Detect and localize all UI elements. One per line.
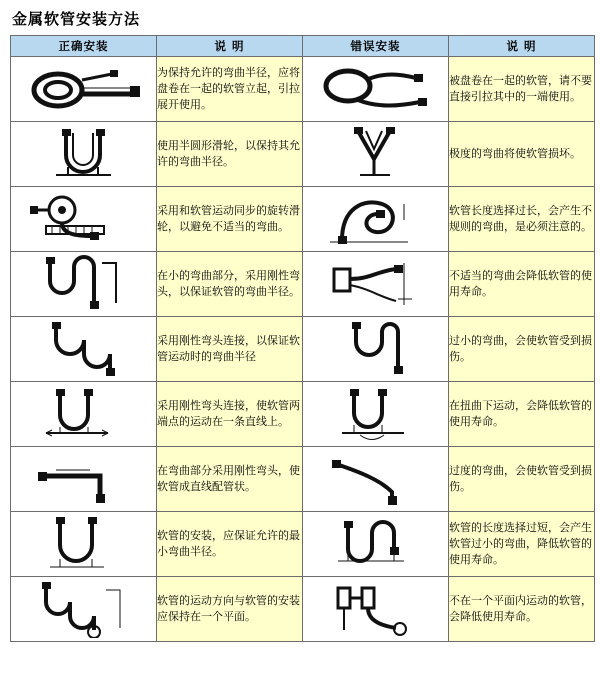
- correct-figure-cell: [11, 512, 157, 577]
- same-plane-motion-icon: [16, 580, 151, 638]
- table-row: [11, 577, 595, 642]
- rotating-sheave-chain-icon: [16, 190, 151, 248]
- correct-figure-cell: [11, 187, 157, 252]
- wrong-desc-cell: 被盘卷在一起的软管，请不要直接引拉其中的一端使用。: [449, 57, 595, 122]
- correct-desc-cell: 在小的弯曲部分，采用刚性弯头，以保证软管的弯曲半径。: [157, 252, 303, 317]
- correct-figure-cell: [11, 317, 157, 382]
- out-of-plane-motion-icon: [308, 580, 443, 638]
- hose-installation-table: [10, 35, 595, 642]
- semicircle-sheave-icon: [16, 125, 151, 183]
- table-row: [11, 122, 595, 187]
- correct-figure-cell: [11, 122, 157, 187]
- wrong-desc-cell: 软管的长度选择过短，会产生软管过小的弯曲，降低软管的使用寿命。: [449, 512, 595, 577]
- table-row: [11, 57, 595, 122]
- rigid-elbow-small-bend-icon: [16, 255, 151, 313]
- header-wrong-desc: 说 明: [449, 36, 595, 57]
- coiled-hose-pulled-icon: [308, 60, 443, 118]
- table-row: [11, 317, 595, 382]
- straight-pipe-elbow-icon: [16, 450, 151, 508]
- min-bend-radius-u-icon: [16, 515, 151, 573]
- header-correct-desc: 说 明: [157, 36, 303, 57]
- correct-desc-cell: 为保持允许的弯曲半径，应将盘卷在一起的软管立起，引拉展开使用。: [157, 57, 303, 122]
- wrong-desc-cell: 软管长度选择过长，会产生不规则的弯曲，是必须注意的。: [449, 187, 595, 252]
- twisted-u-hose-icon: [308, 385, 443, 443]
- page-title: 金属软管安装方法: [12, 10, 141, 28]
- too-long-hose-bracket-icon: [308, 515, 443, 573]
- header-correct-install: 正确安装: [11, 36, 157, 57]
- table-row: [11, 252, 595, 317]
- correct-desc-cell: 采用和软管运动同步的旋转滑轮，以避免不适当的弯曲。: [157, 187, 303, 252]
- wrong-figure-cell: [303, 577, 449, 642]
- wrong-figure-cell: [303, 512, 449, 577]
- coiled-hose-flat-icon: [16, 60, 151, 118]
- rigid-elbow-u-bend-icon: [16, 320, 151, 378]
- improper-bend-clamp-icon: [308, 255, 443, 313]
- long-hose-loop-icon: [308, 190, 443, 248]
- correct-figure-cell: [11, 382, 157, 447]
- correct-figure-cell: [11, 447, 157, 512]
- table-body: [11, 57, 595, 642]
- over-bent-pipe-icon: [308, 450, 443, 508]
- tight-u-bend-icon: [308, 320, 443, 378]
- table-header-row: [11, 36, 595, 57]
- correct-desc-cell: 采用刚性弯头连接，以保证软管运动时的弯曲半径: [157, 317, 303, 382]
- correct-desc-cell: 软管的运动方向与软管的安装应保持在一个平面。: [157, 577, 303, 642]
- wrong-figure-cell: [303, 57, 449, 122]
- correct-figure-cell: [11, 57, 157, 122]
- correct-figure-cell: [11, 252, 157, 317]
- wrong-desc-cell: 极度的弯曲将使软管损坏。: [449, 122, 595, 187]
- correct-desc-cell: 软管的安装，应保证允许的最小弯曲半径。: [157, 512, 303, 577]
- table-row: [11, 382, 595, 447]
- wrong-desc-cell: 在扭曲下运动，会降低软管的使用寿命。: [449, 382, 595, 447]
- wrong-figure-cell: [303, 122, 449, 187]
- header-wrong-install: 错误安装: [303, 36, 449, 57]
- table-row: [11, 447, 595, 512]
- wrong-figure-cell: [303, 187, 449, 252]
- sharp-bend-pulley-icon: [308, 125, 443, 183]
- correct-desc-cell: 使用半圆形滑轮，以保持其允许的弯曲半径。: [157, 122, 303, 187]
- wrong-figure-cell: [303, 252, 449, 317]
- wrong-desc-cell: 不适当的弯曲会降低软管的使用寿命。: [449, 252, 595, 317]
- wrong-desc-cell: 过度的弯曲，会使软管受到损伤。: [449, 447, 595, 512]
- table-row: [11, 187, 595, 252]
- wrong-desc-cell: 不在一个平面内运动的软管，会降低使用寿命。: [449, 577, 595, 642]
- correct-desc-cell: 采用刚性弯头连接，使软管两端点的运动在一条直线上。: [157, 382, 303, 447]
- wrong-figure-cell: [303, 382, 449, 447]
- straight-line-motion-icon: [16, 385, 151, 443]
- table-header: [11, 36, 595, 57]
- wrong-figure-cell: [303, 447, 449, 512]
- table-row: [11, 512, 595, 577]
- correct-desc-cell: 在弯曲部分采用刚性弯头，使软管成直线配管状。: [157, 447, 303, 512]
- wrong-figure-cell: [303, 317, 449, 382]
- correct-figure-cell: [11, 577, 157, 642]
- wrong-desc-cell: 过小的弯曲，会使软管受到损伤。: [449, 317, 595, 382]
